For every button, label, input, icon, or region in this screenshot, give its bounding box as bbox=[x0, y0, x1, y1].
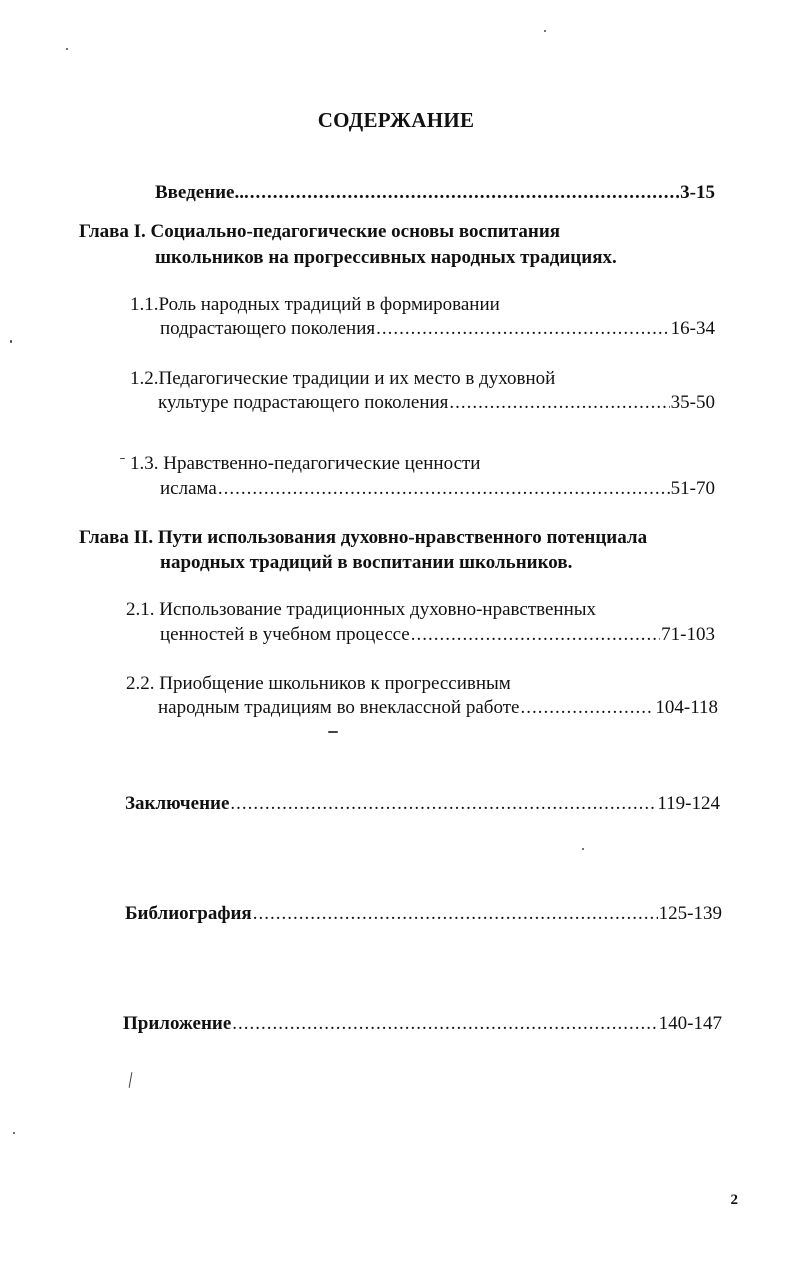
toc-s21-pages: 71-103 bbox=[661, 624, 715, 645]
toc-s11-line2 bbox=[160, 318, 715, 340]
toc-s13-line1[interactable]: 1.3. Нравственно-педагогические ценности bbox=[130, 453, 481, 474]
toc-chapter2-line1[interactable]: Глава II. Пути использования духовно-нравственного потенциала bbox=[79, 527, 648, 548]
toc-chapter1-line2: школьников на прогрессивных народных традициях. bbox=[155, 247, 617, 268]
toc-bibliography-label: Библиография bbox=[125, 903, 252, 924]
toc-chapter1-line1[interactable]: Глава I. Социально-педагогические основы воспитания bbox=[79, 221, 561, 242]
toc-conclusion-label: Заключение bbox=[125, 793, 230, 814]
toc-intro[interactable] bbox=[155, 182, 715, 204]
scan-speck bbox=[13, 1132, 15, 1134]
scan-speck bbox=[120, 458, 125, 459]
dot-leader bbox=[253, 903, 658, 925]
toc-s22-line1[interactable]: 2.2. Приобщение школьников к прогрессивным bbox=[126, 673, 511, 694]
toc-s22-line2 bbox=[158, 697, 718, 719]
toc-s11-line1[interactable]: 1.1.Роль народных традиций в формировании bbox=[130, 294, 500, 315]
scan-speck bbox=[544, 30, 546, 32]
toc-intro-pages: 3-15 bbox=[680, 182, 715, 203]
toc-intro-label: Введение... bbox=[155, 182, 249, 203]
scan-speck bbox=[10, 340, 12, 343]
toc-s11-pages: 16-34 bbox=[670, 318, 715, 339]
toc-s21-label: ценностей в учебном процессе bbox=[160, 624, 410, 645]
scan-speck bbox=[129, 1072, 133, 1088]
toc-bibliography-pages: 125-139 bbox=[658, 903, 722, 924]
toc-s12-pages: 35-50 bbox=[670, 392, 715, 413]
toc-s13-label: ислама bbox=[160, 478, 217, 499]
toc-chapter2-line2: народных традиций в воспитании школьников. bbox=[160, 552, 573, 573]
scan-speck bbox=[328, 731, 338, 733]
dot-leader bbox=[232, 1013, 657, 1035]
toc-s12-label: культуре подрастающего поколения bbox=[158, 392, 449, 413]
dot-leader bbox=[250, 182, 679, 204]
toc-s12-line1[interactable]: 1.2.Педагогические традиции и их место в духовной bbox=[130, 368, 556, 389]
toc-s22-pages: 104-118 bbox=[655, 697, 718, 718]
toc-s13-pages: 51-70 bbox=[670, 478, 715, 499]
toc-bibliography[interactable] bbox=[125, 903, 722, 925]
scan-speck bbox=[582, 848, 584, 850]
dot-leader bbox=[230, 793, 656, 815]
toc-appendix[interactable] bbox=[123, 1013, 722, 1035]
toc-conclusion[interactable] bbox=[125, 793, 720, 815]
toc-s11-label: подрастающего поколения bbox=[160, 318, 376, 339]
toc-s13-line2 bbox=[160, 478, 715, 500]
page-number: 2 bbox=[730, 1192, 738, 1208]
toc-s21-line2 bbox=[160, 624, 715, 646]
toc-s12-line2 bbox=[158, 392, 715, 414]
dot-leader bbox=[520, 697, 654, 719]
scan-speck bbox=[66, 48, 68, 50]
dot-leader bbox=[449, 392, 669, 414]
dot-leader bbox=[411, 624, 660, 646]
toc-appendix-label: Приложение bbox=[123, 1013, 232, 1034]
dot-leader bbox=[376, 318, 670, 340]
toc-conclusion-pages: 119-124 bbox=[657, 793, 720, 814]
toc-appendix-pages: 140-147 bbox=[658, 1013, 722, 1034]
toc-s22-label: народным традициям во внеклассной работе bbox=[158, 697, 520, 718]
page-title: СОДЕРЖАНИЕ bbox=[317, 108, 475, 132]
toc-s21-line1[interactable]: 2.1. Использование традиционных духовно-нравственных bbox=[126, 599, 597, 620]
dot-leader bbox=[218, 478, 670, 500]
